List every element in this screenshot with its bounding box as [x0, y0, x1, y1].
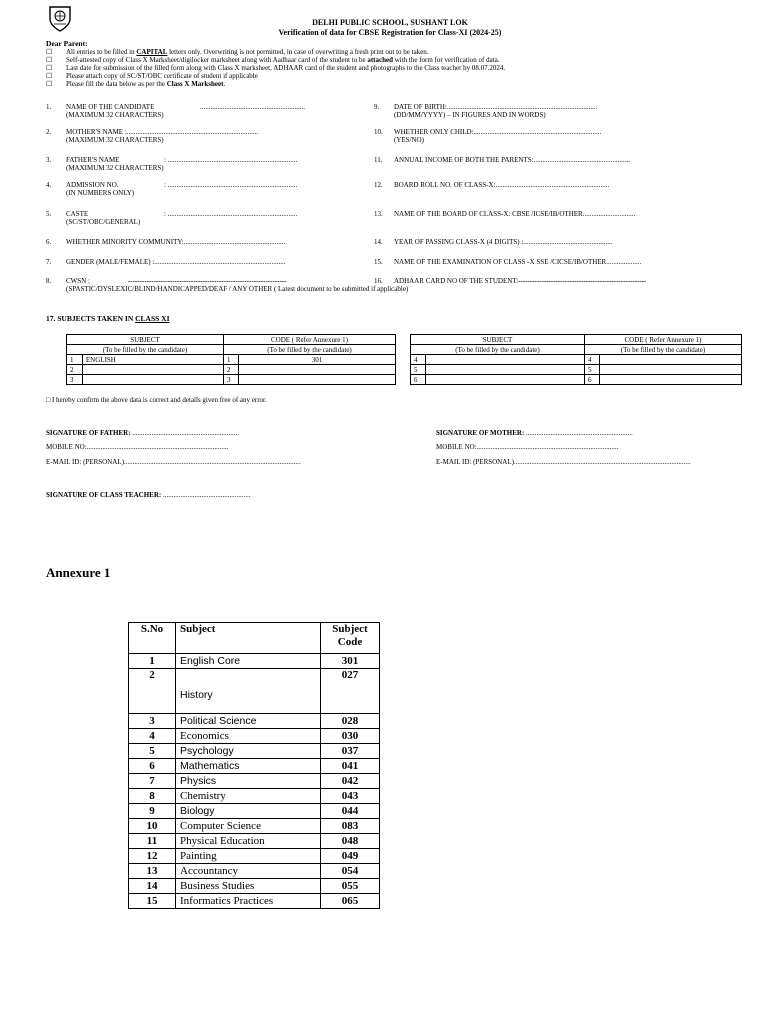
instruction-item: ☐ Self-attested copy of Class X Marksheet/digilocker marksheet along with Aadhaar card of the student to be attached with the form for verification of data. — [46, 56, 500, 64]
subject-cell: Mathematics — [176, 759, 321, 774]
code-row-number: 2 — [224, 365, 239, 375]
right-number: 14. — [374, 238, 383, 246]
instruction-list — [46, 48, 746, 88]
code-cell[interactable] — [600, 355, 742, 365]
field-label: ADMISSION NO. — [66, 181, 119, 189]
instruction-item: ☐ Last date for submission of the filled form along with Class X marksheet, ADHAAR card of the student and photographs to the Class teacher by 08.07.2024. — [46, 64, 506, 72]
field-label: MOTHER'S NAME : — [66, 128, 127, 136]
subjects-table-left — [66, 334, 396, 385]
code-cell: 065 — [321, 894, 380, 909]
left-number: 6. — [46, 238, 52, 246]
greeting: Dear Parent: — [46, 39, 88, 48]
field-label: ANNUAL INCOME OF BOTH THE PARENTS: — [394, 156, 534, 164]
annexure-row — [129, 654, 380, 669]
subject-cell: Physics — [176, 774, 321, 789]
col-code-header: CODE ( Refer Annexure 1) — [224, 335, 396, 345]
field-blank: ................................................................. — [495, 181, 610, 189]
row-number: 6 — [411, 375, 426, 385]
row-number: 3 — [67, 375, 83, 385]
annexure-row — [129, 879, 380, 894]
left-field[interactable] — [66, 128, 258, 144]
annexure-table — [128, 622, 380, 909]
field-blank: ........................................................................... — [126, 128, 259, 136]
instruction-item: ☐ Please attach copy of SC/ST/OBC certificate of student if applicable — [46, 72, 258, 80]
field-blank: ...................................................................................... — [446, 103, 598, 111]
annexure-row — [129, 744, 380, 759]
subject-cell[interactable]: ENGLISH — [82, 355, 223, 365]
left-number: 4. — [46, 181, 52, 189]
field-blank: : .......................................................................... — [164, 156, 298, 164]
right-number: 11. — [374, 156, 383, 164]
left-number: 8. — [46, 277, 52, 285]
field-hint: (SC/ST/OBC/GENERAL) — [66, 218, 141, 226]
subject-cell: Business Studies — [176, 879, 321, 894]
annexure-row — [129, 714, 380, 729]
sno-cell: 7 — [129, 774, 176, 789]
code-cell[interactable] — [600, 375, 742, 385]
subject-cell[interactable] — [82, 365, 223, 375]
field-blank: : .......................................................................... — [164, 210, 298, 218]
sno-cell: 13 — [129, 864, 176, 879]
field-hint: (MAXIMUM 32 CHARACTERS) — [66, 136, 164, 144]
field-hint: (MAXIMUM 32 CHARACTERS) — [66, 164, 164, 172]
right-number: 9. — [374, 103, 380, 111]
code-cell[interactable] — [600, 365, 742, 375]
sno-cell: 6 — [129, 759, 176, 774]
field-label: CWSN : — [66, 277, 90, 285]
father-signature[interactable]: SIGNATURE OF FATHER: ............................................................. — [46, 429, 240, 437]
left-field[interactable] — [66, 238, 285, 246]
subject-cell: Chemistry — [176, 789, 321, 804]
bullet-icon: ☐ — [46, 72, 53, 80]
subject-cell: Painting — [176, 849, 321, 864]
field-blank: ................................................... — [523, 238, 613, 246]
bullet-icon: ☐ — [46, 64, 53, 72]
col-code-header: CODE ( Refer Annexure 1) — [585, 335, 742, 345]
bullet-icon: ☐ — [46, 48, 53, 56]
subject-cell: English Core — [176, 654, 321, 669]
left-number: 1. — [46, 103, 52, 111]
annexure-row — [129, 894, 380, 909]
right-number: 16. — [374, 277, 383, 285]
code-cell[interactable] — [239, 365, 396, 375]
code-cell[interactable]: 301 — [239, 355, 396, 365]
subject-row — [411, 375, 742, 385]
field-blank: ......................................................................... — [473, 128, 602, 136]
annexure-row — [129, 669, 380, 714]
field-label: NAME OF THE BOARD OF CLASS-X: CBSE /ICSE/IB/OTHER — [394, 210, 583, 218]
field-blank: ........................................................................... — [154, 258, 286, 266]
right-field[interactable] — [394, 238, 613, 246]
row-number: 5 — [411, 365, 426, 375]
col-code-hint: (To be filled by the candidate) — [585, 345, 742, 355]
mother-signature[interactable]: SIGNATURE OF MOTHER: ............................................................. — [436, 429, 633, 437]
code-cell: 301 — [321, 654, 380, 669]
subjects-title: 17. SUBJECTS TAKEN IN CLASS XI — [46, 314, 170, 323]
subject-cell: Biology — [176, 804, 321, 819]
code-cell: 042 — [321, 774, 380, 789]
instruction-item: ☐ Please fill the data below as per the Class X Marksheet. — [46, 80, 226, 88]
left-field[interactable] — [66, 156, 297, 172]
left-number: 5. — [46, 210, 52, 218]
father-mobile[interactable]: MOBILE NO:................................................................................. — [46, 443, 229, 451]
sno-cell: 4 — [129, 729, 176, 744]
code-row-number: 6 — [585, 375, 600, 385]
right-field[interactable] — [394, 103, 597, 119]
field-blank: ............................................................ — [200, 103, 305, 111]
field-label: NAME OF THE EXAMINATION OF CLASS -X SSE /CICSE/IB/OTHER — [394, 258, 607, 266]
annexure-row — [129, 849, 380, 864]
right-field[interactable] — [394, 258, 641, 266]
field-hint: (DD/MM/YYYY) – IN FIGURES AND IN WORDS) — [394, 111, 546, 119]
mother-mobile[interactable]: MOBILE NO:................................................................................. — [436, 443, 619, 451]
teacher-signature[interactable]: SIGNATURE OF CLASS TEACHER: .................................................. — [46, 491, 251, 499]
field-hint: (MAXIMUM 32 CHARACTERS) — [66, 111, 164, 119]
col-code-hint: (To be filled by the candidate) — [224, 345, 396, 355]
subjects-table-right — [410, 334, 742, 385]
col-subject-header: SUBJECT — [411, 335, 585, 345]
form-subtitle: Verification of data for CBSE Registration for Class-XI (2024-25) — [278, 28, 502, 37]
subject-row — [411, 365, 742, 375]
field-label: WHETHER MINORITY COMMUNITY: — [66, 238, 184, 246]
sno-cell: 8 — [129, 789, 176, 804]
bullet-icon: ☐ — [46, 80, 53, 88]
field-label: WHETHER ONLY CHILD: — [394, 128, 474, 136]
code-row-number: 1 — [224, 355, 239, 365]
annexure-title: Annexure 1 — [46, 565, 111, 580]
field-blank: .................... — [606, 258, 642, 266]
subject-cell[interactable] — [82, 375, 223, 385]
annexure-row — [129, 729, 380, 744]
row-number: 4 — [411, 355, 426, 365]
code-cell: 048 — [321, 834, 380, 849]
code-cell: 043 — [321, 789, 380, 804]
annexure-row — [129, 834, 380, 849]
subject-cell: Accountancy — [176, 864, 321, 879]
col-subject-hint: (To be filled by the candidate) — [411, 345, 585, 355]
code-cell: 054 — [321, 864, 380, 879]
left-field[interactable] — [66, 210, 297, 226]
annexure-row — [129, 774, 380, 789]
code-cell: 049 — [321, 849, 380, 864]
right-number: 10. — [374, 128, 383, 136]
left-field[interactable] — [66, 277, 408, 293]
field-label: GENDER (MALE/FEMALE) : — [66, 258, 155, 266]
subject-row — [67, 375, 396, 385]
mother-email[interactable]: E-MAIL ID: (PERSONAL)..................................................................................................... — [436, 458, 691, 466]
sno-cell: 15 — [129, 894, 176, 909]
sno-cell: 2 — [129, 669, 176, 714]
right-field[interactable] — [394, 181, 609, 189]
header-subject: Subject — [176, 623, 321, 654]
subject-cell: Informatics Practices — [176, 894, 321, 909]
right-field[interactable] — [394, 156, 630, 164]
subject-row — [67, 365, 396, 375]
right-field[interactable] — [394, 210, 635, 218]
subject-cell: Psychology — [176, 744, 321, 759]
row-number: 2 — [67, 365, 83, 375]
code-cell[interactable] — [239, 375, 396, 385]
left-field[interactable] — [66, 103, 305, 119]
field-label: YEAR OF PASSING CLASS-X (4 DIGITS) : — [394, 238, 524, 246]
subject-cell: Physical Education — [176, 834, 321, 849]
sno-cell: 9 — [129, 804, 176, 819]
bullet-icon: ☐ — [46, 56, 53, 64]
col-subject-hint: (To be filled by the candidate) — [67, 345, 224, 355]
field-label: NAME OF THE CANDIDATE — [66, 103, 155, 111]
code-cell: 030 — [321, 729, 380, 744]
subject-cell: History — [176, 669, 321, 714]
field-label: DATE OF BIRTH: — [394, 103, 447, 111]
right-field[interactable] — [394, 128, 601, 144]
code-cell: 028 — [321, 714, 380, 729]
field-label: FATHER'S NAME — [66, 156, 120, 164]
col-subject-header: SUBJECT — [67, 335, 224, 345]
code-cell: 044 — [321, 804, 380, 819]
field-blank: .............................. — [582, 210, 636, 218]
left-number: 2. — [46, 128, 52, 136]
subject-row — [67, 355, 396, 365]
right-number: 13. — [374, 210, 383, 218]
field-hint: (YES/NO) — [394, 136, 424, 144]
code-cell: 083 — [321, 819, 380, 834]
subject-cell: Computer Science — [176, 819, 321, 834]
code-row-number: 4 — [585, 355, 600, 365]
code-cell: 055 — [321, 879, 380, 894]
annexure-row — [129, 789, 380, 804]
annexure-row — [129, 804, 380, 819]
right-number: 15. — [374, 258, 383, 266]
code-cell: 037 — [321, 744, 380, 759]
subject-cell[interactable] — [426, 365, 585, 375]
confirm-checkbox[interactable]: □ I hereby confirm the above data is correct and details given free of any error. — [46, 396, 267, 404]
header-code: Subject Code — [321, 623, 380, 654]
field-label: ADHAAR CARD NO OF THE STUDENT: — [394, 277, 519, 285]
code-cell: 041 — [321, 759, 380, 774]
sno-cell: 12 — [129, 849, 176, 864]
field-hint: (SPASTIC/DYSLEXIC/BLIND/HANDICAPPED/DEAF / ANY OTHER ( Latest document to be submitted if applicable) — [66, 285, 409, 293]
sno-cell: 5 — [129, 744, 176, 759]
sno-cell: 3 — [129, 714, 176, 729]
left-number: 3. — [46, 156, 52, 164]
field-blank: .......................................................... — [183, 238, 286, 246]
code-cell: 027 — [321, 669, 380, 714]
left-number: 7. — [46, 258, 52, 266]
annexure-row — [129, 864, 380, 879]
instruction-item: ☐ All entries to be filled in CAPITAL letters only. Overwriting is not permitted, in case of overwriting a fresh print out to be taken. — [46, 48, 429, 56]
left-field[interactable] — [66, 181, 297, 197]
subject-row — [411, 355, 742, 365]
sno-cell: 10 — [129, 819, 176, 834]
father-email[interactable]: E-MAIL ID: (PERSONAL)..................................................................................................... — [46, 458, 301, 466]
annexure-row — [129, 819, 380, 834]
school-name: DELHI PUBLIC SCHOOL, SUSHANT LOK — [312, 18, 468, 27]
field-label: BOARD ROLL NO. OF CLASS-X: — [394, 181, 496, 189]
code-row-number: 3 — [224, 375, 239, 385]
subject-cell[interactable] — [426, 355, 585, 365]
field-blank: ....................................................... — [533, 156, 630, 164]
sno-cell: 14 — [129, 879, 176, 894]
subject-cell: Economics — [176, 729, 321, 744]
right-field[interactable] — [394, 277, 646, 285]
sno-cell: 11 — [129, 834, 176, 849]
field-blank: ------------------------------------------------------- — [518, 277, 647, 285]
field-blank: : .......................................................................... — [164, 181, 298, 189]
right-number: 12. — [374, 181, 383, 189]
field-hint: (IN NUMBERS ONLY) — [66, 189, 135, 197]
subject-cell: Political Science — [176, 714, 321, 729]
subject-cell[interactable] — [426, 375, 585, 385]
school-logo-icon — [48, 5, 72, 33]
left-field[interactable] — [66, 258, 286, 266]
field-label: CASTE — [66, 210, 89, 218]
field-blank: -------------------------------------------------------------------- — [127, 277, 287, 285]
code-row-number: 5 — [585, 365, 600, 375]
annexure-row — [129, 759, 380, 774]
header-sno: S.No — [129, 623, 176, 654]
row-number: 1 — [67, 355, 83, 365]
sno-cell: 1 — [129, 654, 176, 669]
